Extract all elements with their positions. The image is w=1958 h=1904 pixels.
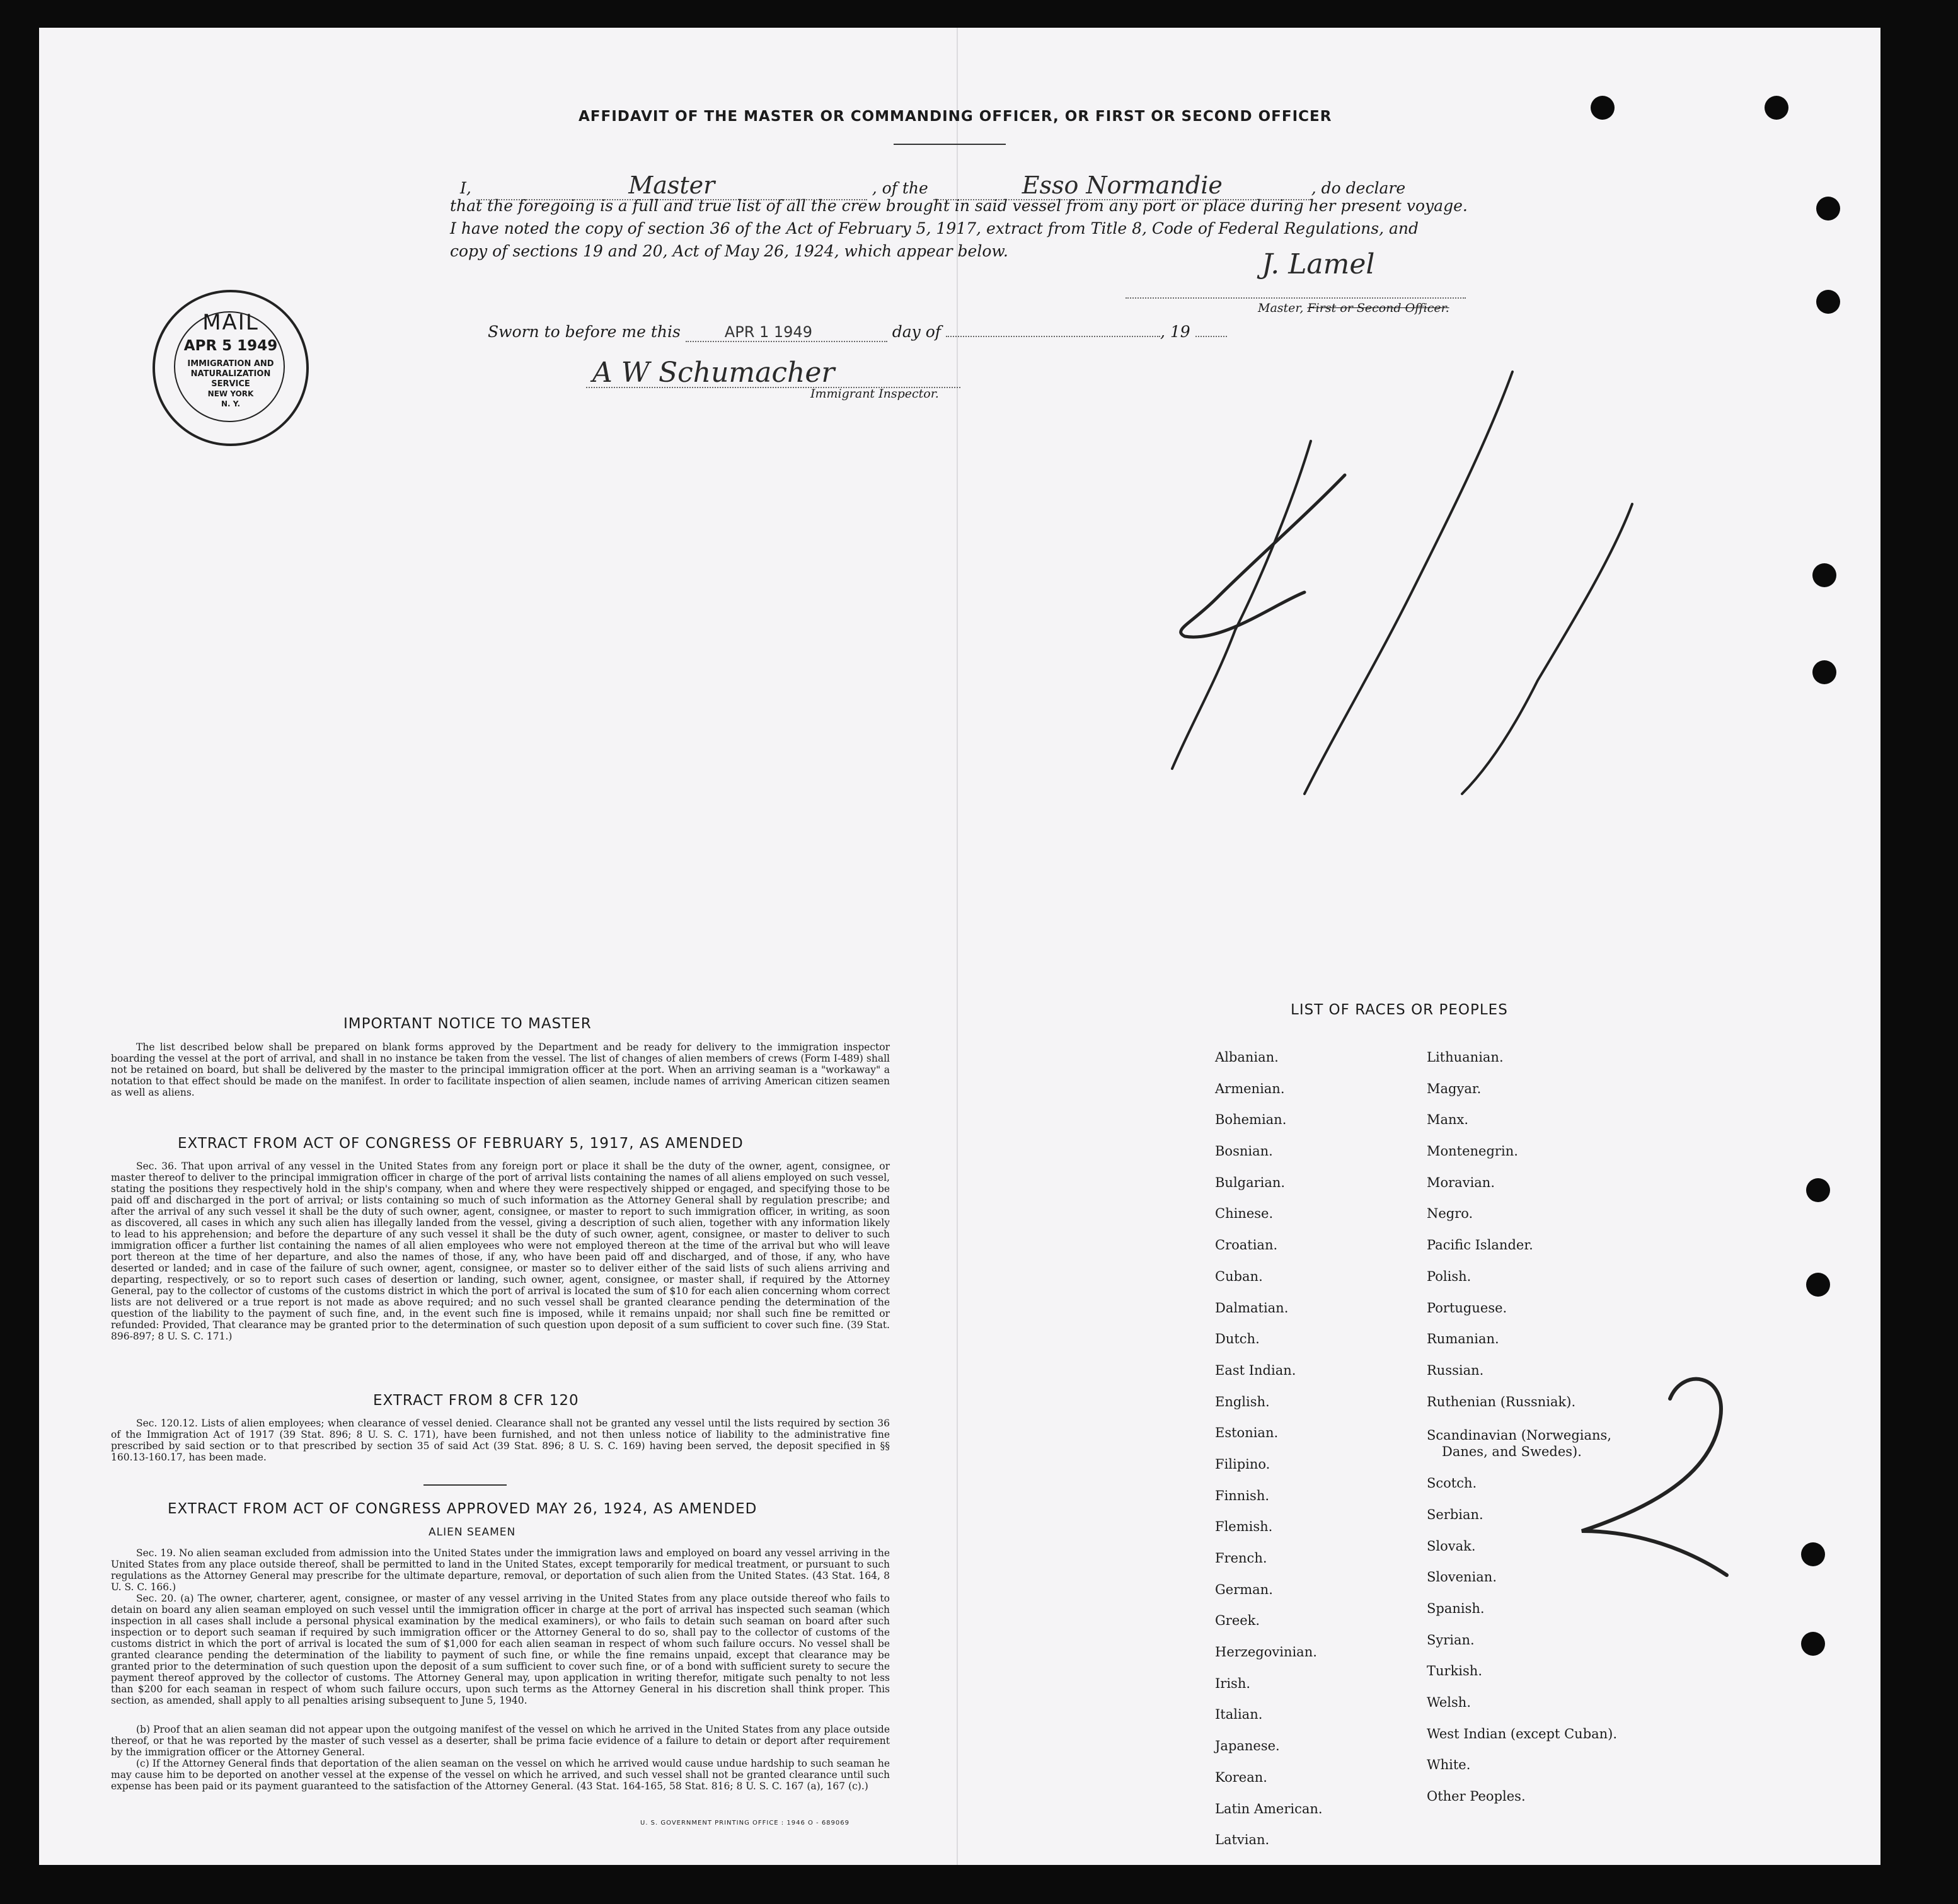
handwritten-41 <box>1097 353 1664 857</box>
month-field <box>946 336 1160 337</box>
mail-stamp <box>153 290 309 446</box>
year-label: , 19 <box>1160 323 1190 341</box>
do-declare-label: , do declare <box>1311 179 1406 197</box>
races-column-2 <box>1427 1050 1617 1820</box>
center-fold <box>957 28 958 1865</box>
punch-hole <box>1812 563 1836 587</box>
race-item: Russian. <box>1427 1362 1484 1378</box>
race-item: Manx. <box>1427 1112 1469 1128</box>
punch-hole <box>1765 96 1788 120</box>
sworn-date: APR 1 1949 <box>724 323 812 341</box>
race-item: East Indian. <box>1215 1362 1296 1378</box>
extract-1924-sec20c: (c) If the Attorney General finds that deportation of the alien seaman on the vessel on which he arrived would cause undue hardship to such seaman he may cause him to be deported on another vessel at the expense of the vessel on which he arrived, and such vessel shall not be granted clearance until such expense has been paid or its payment guaranteed to the satisfaction of the Attorney General. (43 Stat. 164-165, 58 Stat. 816; 8 U. S. C. 167 (a), 167 (c).) <box>111 1758 890 1792</box>
race-item: French. <box>1215 1551 1267 1566</box>
stamp-line6: NEW YORK <box>207 389 254 398</box>
punch-hole <box>1801 1632 1825 1656</box>
i-label: I, <box>460 179 471 197</box>
race-item: Negro. <box>1427 1206 1473 1222</box>
race-item: Danes, and Swedes). <box>1442 1444 1582 1460</box>
notice-title: IMPORTANT NOTICE TO MASTER <box>343 1016 592 1032</box>
vessel-value: Esso Normandie <box>1022 171 1223 199</box>
handwritten-2-text: 2 <box>1563 1361 1564 1362</box>
race-item: Herzegovinian. <box>1215 1644 1317 1660</box>
race-item: Flemish. <box>1215 1519 1273 1535</box>
punch-hole <box>1801 1542 1825 1566</box>
race-item: Estonian. <box>1215 1425 1279 1441</box>
divider <box>423 1484 507 1486</box>
extract-1924-sec19: Sec. 19. No alien seaman excluded from admission into the United States under the immigration laws and employed on board any vessel arriving in the United States from any place outside thereof, shall be permitted to land in the United States, except temporarily for medical treatment, or pursuant to such regulations as the Attorney General may prescribe for the ultimate departure, removal, or deportation of such alien from the United States. (43 Stat. 164, 8 U. S. C. 166.) <box>111 1547 890 1593</box>
affidavit-line4: copy of sections 19 and 20, Act of May 26, 1924, which appear below. <box>450 242 1008 260</box>
race-item: Filipino. <box>1215 1456 1270 1472</box>
race-item: Serbian. <box>1427 1506 1483 1522</box>
race-item: Other Peoples. <box>1427 1789 1526 1804</box>
affidavit-line2: that the foregoing is a full and true list of all the crew brought in said vessel from any port or place during her present voyage. <box>450 197 1468 215</box>
race-item: Pacific Islander. <box>1427 1237 1533 1253</box>
race-item: Scotch. <box>1427 1476 1477 1491</box>
extract-cfr-title: EXTRACT FROM 8 CFR 120 <box>373 1392 579 1409</box>
races-title: LIST OF RACES OR PEOPLES <box>1291 1002 1508 1018</box>
notice-body: The list described below shall be prepared on blank forms approved by the Department and be ready for delivery to the immigration inspector boarding the vessel at the port of arrival, and shall in no instance be taken from the vessel. The list of changes of alien members of crews (Form I-489) shall not be retained on board, but shall be delivered by the master to the principal immigration officer at the port. When an arriving seaman is a "workaway" a notation to that effect should be made on the manifest. In order to facilitate inspection of alien seamen, include names of arriving American citizen seamen as well as aliens. <box>111 1041 890 1098</box>
race-item: German. <box>1215 1581 1273 1597</box>
punch-hole <box>1806 1178 1830 1202</box>
race-item: White. <box>1427 1757 1471 1773</box>
race-item: Japanese. <box>1215 1738 1280 1754</box>
race-item: Latvian. <box>1215 1832 1270 1848</box>
race-item: Dalmatian. <box>1215 1300 1289 1316</box>
inspector-signature: A W Schumacher <box>592 357 835 389</box>
divider <box>894 144 1006 145</box>
affidavit-line3: I have noted the copy of section 36 of the Act of February 5, 1917, extract from Title 8, Code of Federal Regulations, and <box>450 219 1419 238</box>
signature-line <box>1126 296 1466 299</box>
race-item: Syrian. <box>1427 1632 1475 1648</box>
race-item: Portuguese. <box>1427 1300 1507 1316</box>
race-item: Lithuanian. <box>1427 1050 1504 1065</box>
alien-seamen-subtitle: ALIEN SEAMEN <box>429 1526 516 1539</box>
struck-caption: First or Second Officer. <box>1307 301 1449 315</box>
year-field <box>1195 336 1227 337</box>
extract-1924-title: EXTRACT FROM ACT OF CONGRESS APPROVED MAY 26, 1924, AS AMENDED <box>168 1501 757 1517</box>
race-item: Albanian. <box>1215 1050 1279 1065</box>
race-item: Magyar. <box>1427 1081 1482 1096</box>
race-item: Italian. <box>1215 1707 1263 1723</box>
race-item: Ruthenian (Russniak). <box>1427 1394 1576 1409</box>
sworn-label: Sworn to before me this <box>488 323 681 341</box>
day-of-label: day of <box>892 323 942 341</box>
stamp-mail: MAIL <box>202 310 259 335</box>
race-item: Croatian. <box>1215 1237 1278 1253</box>
punch-hole <box>1816 197 1840 221</box>
signature-caption <box>1258 301 1449 315</box>
stamp-date: APR 5 1949 <box>183 338 278 354</box>
race-item: Dutch. <box>1215 1331 1260 1347</box>
extract-cfr-body: Sec. 120.12. Lists of alien employees; when clearance of vessel denied. Clearance shall not be granted any vessel until the lists required by section 36 of the Immigration Act of 1917 (39 Stat. 896; 8 U. S. C. 171), have been furnished, and not then unless notice of liability to the administrative fine prescribed by said section or to that prescribed by section 35 of said Act (39 Stat. 896; 8 U. S. C. 169) having been served, the deposit specified in §§ 160.13-160.17, has been made. <box>111 1418 890 1463</box>
master-value: Master <box>628 171 715 199</box>
race-item: Chinese. <box>1215 1206 1274 1222</box>
race-item: Moravian. <box>1427 1174 1495 1190</box>
race-item: Welsh. <box>1427 1695 1471 1711</box>
race-item: Bosnian. <box>1215 1144 1273 1159</box>
race-item: Greek. <box>1215 1613 1260 1629</box>
stamp-line3: IMMIGRATION AND <box>187 359 274 369</box>
inspector-caption: Immigrant Inspector. <box>810 387 939 401</box>
stamp-line7: N. Y. <box>221 399 241 408</box>
race-item: Spanish. <box>1427 1601 1485 1616</box>
race-item: Scandinavian (Norwegians, <box>1427 1428 1612 1443</box>
race-item: Armenian. <box>1215 1081 1285 1096</box>
race-item: Bohemian. <box>1215 1112 1287 1128</box>
punch-hole <box>1591 96 1615 120</box>
master-signature: J. Lamel <box>1262 248 1375 280</box>
race-item: Slovenian. <box>1427 1569 1497 1585</box>
race-item: Finnish. <box>1215 1488 1270 1503</box>
stamp-line4: NATURALIZATION <box>190 369 271 379</box>
stamp-line5: SERVICE <box>211 379 250 389</box>
punch-hole <box>1816 290 1840 314</box>
extract-1917-body: Sec. 36. That upon arrival of any vessel in the United States from any foreign port or place it shall be the duty of the owner, agent, consignee, or master thereof to deliver to the principal immigration officer in charge of the port of arrival lists containing the names of all aliens employed on such vessel, stating the positions they respectively hold in the ship's company, when and where they were respectively shipped or engaged, and specifying those to be paid off and discharged in the port of arrival; or lists containing so much of such information as the Attorney General shall by regulation prescribe; and after the arrival of any such vessel it shall be the duty of such owner, agent, consignee, or master to report to such immigration officer, in writing, as soon as discovered, all cases in which any such alien has illegally landed from the vessel, giving a description of such alien, together with any information likely to lead to his apprehension; and before the departure of any such vessel it shall be the duty of such owner, agent, consignee, or master to deliver to such immigration officer a further list containing the names of all alien employees who were not employed thereon at the time of the arrival but who will leave port thereon at the time of her departure, and also the names of those, if any, who have been paid off and discharged, and of those, if any, who have deserted or landed; and in case of the failure of such owner, agent, consignee, or master so to deliver either of the said lists of such aliens arriving and departing, respectively, or so to report such cases of desertion or landing, such owner, agent, consignee, or master shall, if required by the Attorney General, pay to the collector of customs of the customs district in which the port of arrival is located the sum of $10 for each alien concerning whom correct lists are not delivered or a true report is not made as above required; and no such vessel shall be granted clearance pending the determination of the question of the liability to the payment of such fine, and, in the event such fine is imposed, while it remains unpaid; nor shall such fine be remitted or refunded: Provided, That clearance may be granted prior to the determination of such question upon deposit of a sum sufficient to cover such fine. (39 Stat. 896-897; 8 U. S. C. 171.) <box>111 1161 890 1342</box>
races-column-1 <box>1215 1050 1323 1864</box>
master-caption: Master, <box>1258 301 1304 315</box>
race-item: Korean. <box>1215 1769 1267 1785</box>
extract-1924-sec20a: Sec. 20. (a) The owner, charterer, agent, consignee, or master of any vessel arriving in the United States from any place outside thereof who fails to detain on board any alien seaman employed on such vessel until the immigration officer in charge at the port of arrival has inspected such seaman (which inspection in all cases shall include a personal physical examination by the medical examiners), or who fails to detain such seaman on board after such inspection or to deport such seaman if required by such immigration officer or the Attorney General to do so, shall pay to the collector of customs of the customs district in which the port of arrival is located the sum of $1,000 for each alien seaman in respect of whom such failure occurs. No vessel shall be granted clearance pending the determination of the liability to payment of such fine, or while the fine remains unpaid, except that clearance may be granted prior to the determination of such question upon the deposit of a sum sufficient to cover such fine, or of a bond with sufficient surety to secure the payment thereof approved by the collector of customs. The Attorney General may, upon application in writing therefor, mitigate such penalty to not less than $200 for each seaman in respect of whom such failure occurs, upon such terms as the Attorney General in his discretion shall think proper. This section, as amended, shall apply to all penalties arising subsequent to June 5, 1940. <box>111 1593 890 1706</box>
extract-1917-title: EXTRACT FROM ACT OF CONGRESS OF FEBRUARY 5, 1917, AS AMENDED <box>178 1135 744 1152</box>
race-item: Rumanian. <box>1427 1331 1499 1347</box>
race-item: Latin American. <box>1215 1801 1323 1816</box>
punch-hole <box>1806 1273 1830 1297</box>
printer-imprint: U. S. GOVERNMENT PRINTING OFFICE : 1946 O - 689069 <box>640 1820 849 1827</box>
race-item: Polish. <box>1427 1268 1471 1284</box>
race-item: Turkish. <box>1427 1663 1482 1679</box>
race-item: Montenegrin. <box>1427 1144 1518 1159</box>
sworn-date-field <box>686 323 887 342</box>
race-item: Bulgarian. <box>1215 1174 1286 1190</box>
extract-1924-sec20b: (b) Proof that an alien seaman did not appear upon the outgoing manifest of the vessel on which he arrived in the United States from any place outside thereof, or that he was reported by the master of such vessel as a deserter, shall be prima facie evidence of a failure to detain or deport after requirement by the immigration officer or the Attorney General. <box>111 1724 890 1758</box>
race-item: English. <box>1215 1394 1270 1409</box>
of-the-label: , of the <box>872 179 928 197</box>
race-item: Irish. <box>1215 1675 1251 1691</box>
race-item: Cuban. <box>1215 1268 1263 1284</box>
punch-hole <box>1812 660 1836 684</box>
sworn-line <box>488 323 1227 342</box>
race-item: Slovak. <box>1427 1538 1476 1554</box>
affidavit-title: AFFIDAVIT OF THE MASTER OR COMMANDING OFFICER, OR FIRST OR SECOND OFFICER <box>579 108 1332 125</box>
race-item: West Indian (except Cuban). <box>1427 1726 1618 1741</box>
